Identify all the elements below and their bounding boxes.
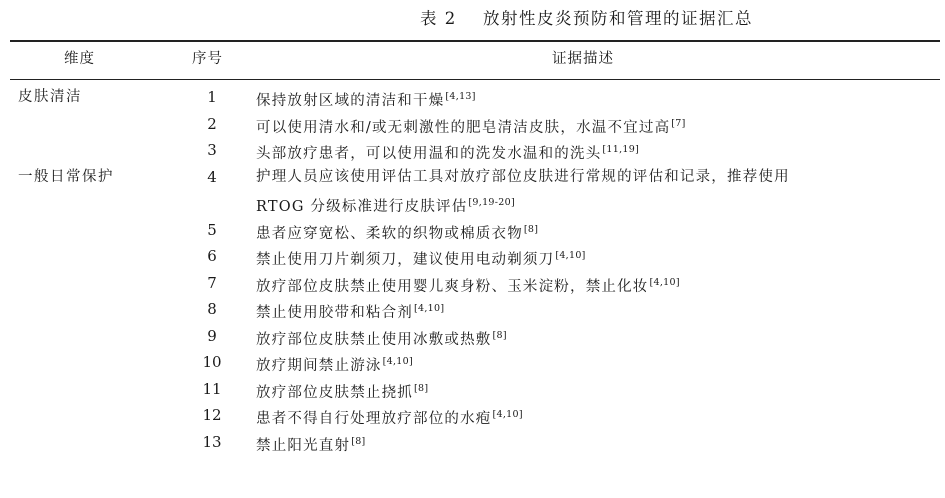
description-text: 放疗部位皮肤禁止挠抓: [256, 384, 413, 401]
description-text: 患者不得自行处理放疗部位的水疱: [256, 411, 492, 427]
number-cell: 2: [207, 114, 217, 133]
number-cell: 11: [202, 379, 222, 398]
citation-ref: [4,10]: [414, 303, 445, 314]
table-row: [0, 429, 945, 456]
citation-ref: [9,19-20]: [468, 197, 515, 208]
description-text-continued: RTOG 分级标准进行皮肤评估: [256, 199, 468, 215]
description-text: 头部放疗患者，可以使用温和的洗发水温和的洗头: [256, 146, 602, 162]
description-text: 禁止使用胶带和粘合剂: [256, 305, 413, 321]
number-cell: 1: [207, 88, 217, 106]
table-row: [0, 137, 945, 164]
number-cell: 7: [207, 273, 217, 292]
citation-ref: [4,13]: [445, 91, 476, 102]
caption-label: 表 2: [420, 9, 457, 28]
description-text: 放疗部位皮肤禁止使用冰敷或热敷: [256, 331, 492, 348]
citation-ref: [4,10]: [382, 356, 413, 367]
table-row: [0, 270, 945, 297]
table-row: [0, 243, 945, 270]
citation-ref: [7]: [671, 117, 686, 129]
description-text: 禁止阳光直射: [256, 437, 351, 454]
number-cell: 3: [207, 141, 217, 159]
table-row: [0, 323, 945, 350]
table-row: [0, 84, 945, 111]
description-text: 患者应穿宽松、柔软的织物或棉质衣物: [256, 225, 523, 242]
table-row: [0, 349, 945, 376]
dimension-cell: 一般日常保护: [18, 168, 114, 185]
description-text: 护理人员应该使用评估工具对放疗部位皮肤进行常规的评估和记录，推荐使用: [256, 168, 790, 185]
header-description: 证据描述: [552, 51, 614, 67]
top-rule: [10, 40, 940, 42]
number-cell: 4: [207, 167, 217, 186]
table-row: [0, 376, 945, 403]
table-row: [0, 164, 945, 217]
description-cell: [256, 429, 936, 460]
description-text: 放疗期间禁止游泳: [256, 358, 382, 374]
number-cell: 9: [207, 326, 217, 345]
dimension-cell: 皮肤清洁: [18, 89, 82, 105]
description-text: 放疗部位皮肤禁止使用婴儿爽身粉、玉米淀粉，禁止化妆: [256, 278, 649, 295]
table-row: [0, 217, 945, 244]
header-rule: [10, 79, 940, 80]
table-body: [0, 84, 945, 455]
citation-ref: [8]: [351, 435, 366, 447]
description-cell: [256, 164, 936, 221]
description-text: 可以使用清水和/或无刺激性的肥皂清洁皮肤，水温不宜过高: [256, 119, 671, 136]
description-text: 保持放射区域的清洁和干燥: [256, 93, 445, 109]
citation-ref: [8]: [414, 382, 429, 394]
citation-ref: [4,10]: [649, 276, 680, 288]
header-dimension: 维度: [64, 51, 95, 67]
number-cell: 6: [207, 247, 217, 265]
number-cell: 12: [202, 406, 222, 424]
table-caption: [0, 6, 945, 32]
table-row: [0, 111, 945, 138]
header-number: 序号: [192, 51, 223, 67]
description-text: 禁止使用刀片剃须刀，建议使用电动剃须刀: [256, 252, 555, 268]
citation-ref: [8]: [523, 223, 539, 235]
number-cell: 10: [202, 353, 222, 371]
citation-ref: [11,19]: [602, 144, 640, 155]
table-row: [0, 296, 945, 323]
caption-title: 放射性皮炎预防和管理的证据汇总: [483, 9, 753, 28]
number-cell: 5: [207, 220, 217, 239]
number-cell: 8: [207, 300, 217, 318]
table-row: [0, 402, 945, 429]
citation-ref: [8]: [492, 329, 507, 341]
number-cell: 13: [202, 432, 222, 451]
citation-ref: [4,10]: [492, 409, 523, 420]
citation-ref: [4,10]: [555, 250, 586, 261]
